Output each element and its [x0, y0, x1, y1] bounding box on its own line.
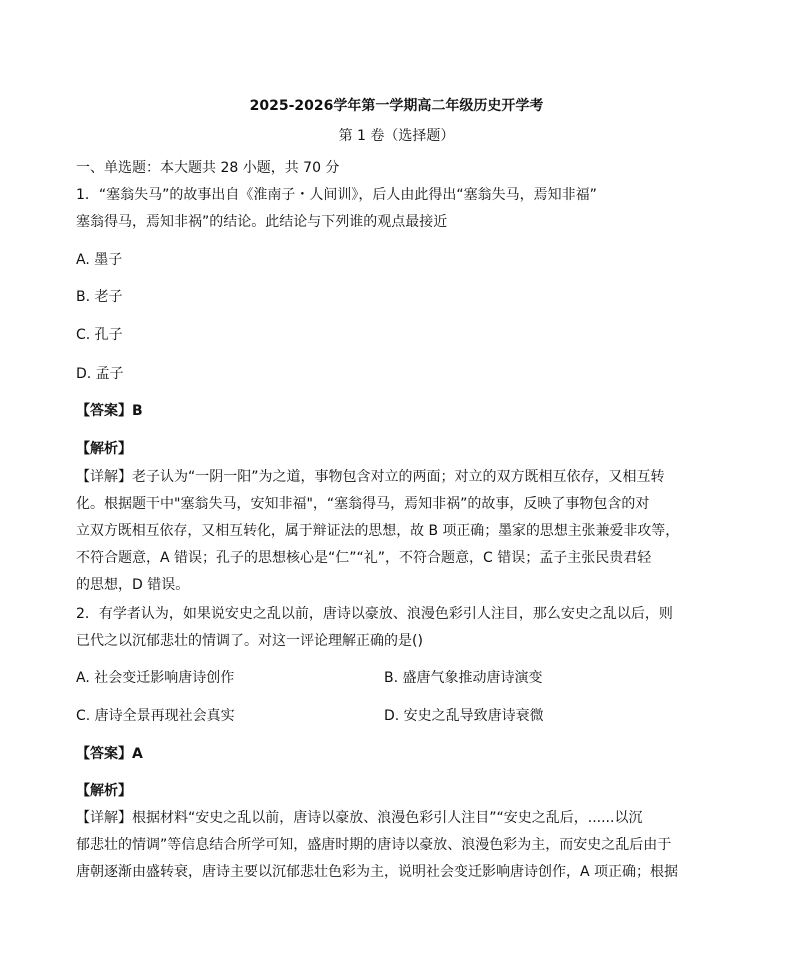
answer-label: 【答案】B	[76, 403, 143, 419]
analysis-line: 不符合题意，A 错误；孔子的思想核心是“仁”“礼”，不符合题意，C 错误；孟子主张民贵君轻	[76, 550, 652, 566]
volume-label: 第 1 卷（选择题）	[338, 128, 455, 144]
option-a: A. 墨子	[76, 252, 123, 268]
option-a: A. 社会变迁影响唐诗创作	[76, 670, 235, 686]
answer-label: 【答案】A	[76, 746, 143, 762]
question-stem-line: 2．有学者认为，如果说安史之乱以前，唐诗以豪放、浪漫色彩引人注目，那么安史之乱以后，则	[76, 606, 673, 622]
option-d: D. 孟子	[76, 366, 124, 382]
exam-title: 2025-2026学年第一学期高二年级历史开学考	[249, 98, 544, 114]
analysis-line: 的思想，D 错误。	[76, 577, 190, 593]
analysis-line: 化。根据题干中"塞翁失马，安知非福"，“塞翁得马，焉知非祸”的故事，反映了事物包含的对	[76, 496, 650, 512]
analysis-line: 郁悲壮的情调”等信息结合所学可知，盛唐时期的唐诗以豪放、浪漫色彩为主，而安史之乱后由于	[76, 837, 672, 853]
question-stem-line: 已代之以沉郁悲壮的情调了。对这一评论理解正确的是()	[76, 633, 423, 649]
section-heading: 一、单选题：本大题共 28 小题，共 70 分	[76, 160, 340, 176]
analysis-line: 唐朝逐渐由盛转衰，唐诗主要以沉郁悲壮色彩为主，说明社会变迁影响唐诗创作，A 项正确；根据	[76, 864, 679, 880]
analysis-heading: 【解析】	[76, 783, 132, 799]
question-stem-line: 1．“塞翁失马”的故事出自《淮南子・人间训》，后人由此得出“塞翁失马，焉知非福”	[76, 187, 597, 203]
question-stem-line: 塞翁得马，焉知非祸”的结论。此结论与下列谁的观点最接近	[76, 214, 448, 230]
option-c: C. 唐诗全景再现社会真实	[76, 708, 235, 724]
option-d: D. 安史之乱导致唐诗衰微	[384, 708, 544, 724]
analysis-line: 【详解】根据材料“安史之乱以前，唐诗以豪放、浪漫色彩引人注目”“安史之乱后，......以沉	[76, 810, 643, 826]
analysis-line: 立双方既相互依存，又相互转化，属于辩证法的思想，故 B 项正确；墨家的思想主张兼爱非攻等，	[76, 523, 680, 539]
option-b: B. 老子	[76, 289, 123, 305]
option-c: C. 孔子	[76, 327, 123, 343]
analysis-heading: 【解析】	[76, 441, 132, 457]
analysis-line: 【详解】老子认为“一阴一阳”为之道，事物包含对立的两面；对立的双方既相互依存，又相互转	[76, 469, 665, 485]
option-b: B. 盛唐气象推动唐诗演变	[384, 670, 543, 686]
